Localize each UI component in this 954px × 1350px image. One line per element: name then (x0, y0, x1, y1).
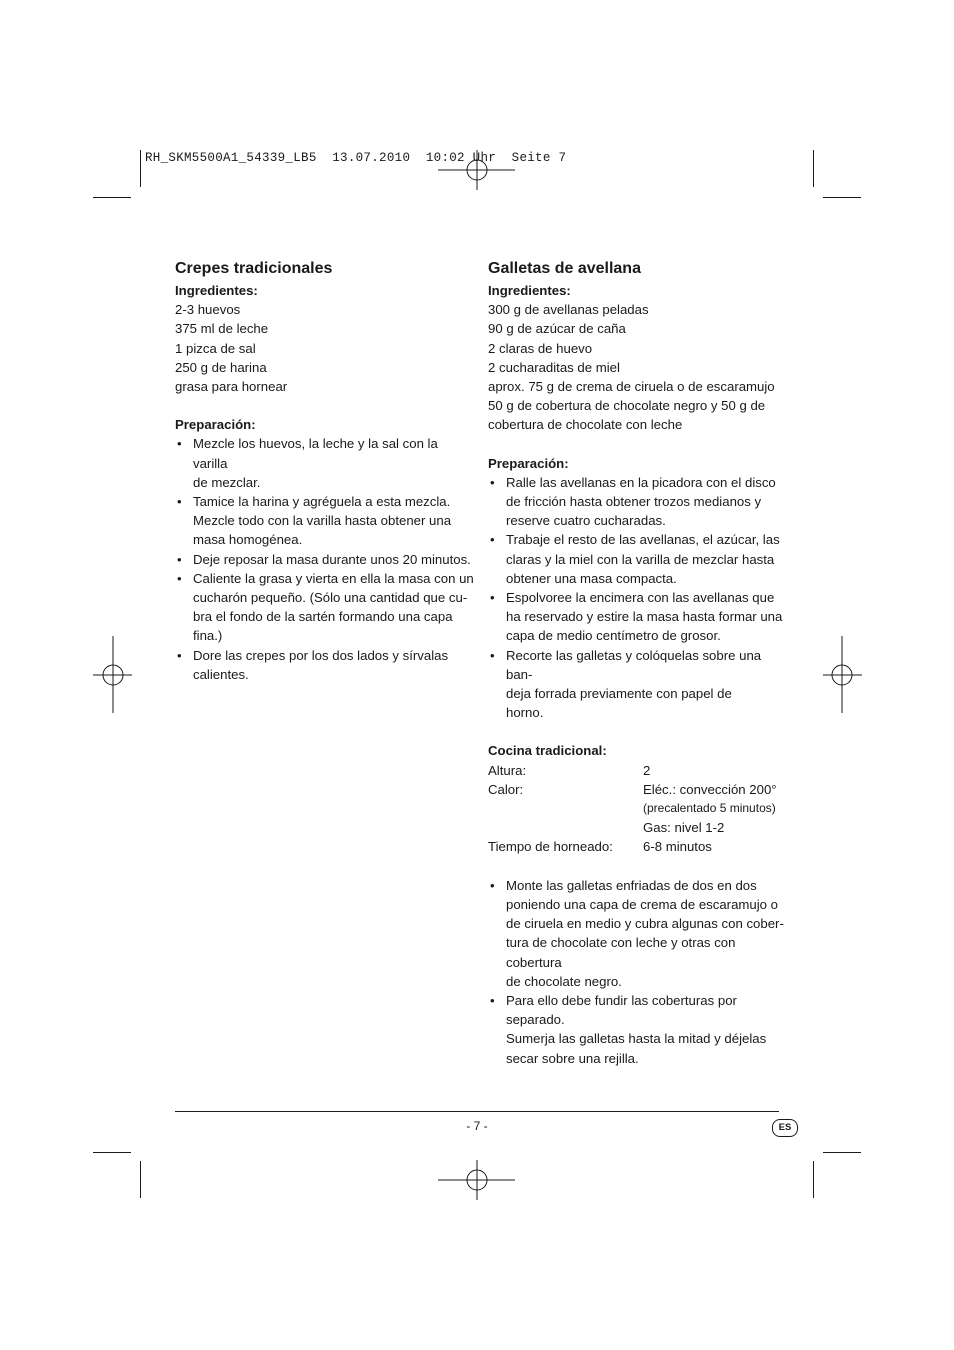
crop-mark (823, 197, 861, 198)
list-item: • Mezcle los huevos, la leche y la sal con la varilla de mezclar. (175, 434, 475, 492)
list-item: • Espolvoree la encimera con las avellanas que ha reservado y estire la masa hasta formar una capa de medio centímetro de grosor. (488, 588, 788, 646)
registration-mark-left (93, 636, 133, 714)
list-item: • Monte las galletas enfriadas de dos en dos poniendo una capa de crema de escaramujo o de ciruela en medio y cubra algunas con cober- tura de chocolate con leche y otras con cobertura de chocolate negro. (488, 876, 788, 991)
list-item: • Trabaje el resto de las avellanas, el azúcar, las claras y la miel con la varilla de mezclar hasta obtener una masa compacta. (488, 530, 788, 588)
crop-mark (813, 150, 814, 187)
language-badge: ES (772, 1119, 798, 1137)
ingredient: 2 cucharaditas de miel (488, 359, 620, 375)
crop-mark (93, 1152, 131, 1153)
crop-mark (140, 150, 141, 187)
registration-mark-right (823, 636, 863, 714)
crop-mark (93, 197, 131, 198)
crop-mark (823, 1152, 861, 1153)
list-item: • Recorte las galletas y colóquelas sobre una ban- deja forrada previamente con papel de horno. (488, 646, 788, 723)
ingredient: 90 g de azúcar de caña (488, 321, 626, 337)
ingredient: 1 pizca de sal (175, 340, 256, 356)
cooking-label: Cocina tradicional: (488, 743, 607, 759)
ingredient: cobertura de chocolate con leche (488, 417, 683, 433)
crop-mark (140, 1161, 141, 1198)
ingredient: grasa para hornear (175, 379, 288, 395)
list-item: • Deje reposar la masa durante unos 20 minutos. (175, 550, 475, 569)
final-steps-list (488, 876, 788, 1068)
ingredient: 2-3 huevos (175, 302, 241, 318)
ingredient: 375 ml de leche (175, 321, 269, 337)
registration-mark-bottom (438, 1160, 516, 1202)
recipe-title: Crepes tradicionales (175, 260, 333, 277)
ingredient: aprox. 75 g de crema de ciruela o de escaramujo (488, 379, 775, 395)
preparation-label: Preparación: (175, 417, 256, 433)
list-item: • Tamice la harina y agréguela a esta mezcla. Mezcle todo con la varilla hasta obtener una masa homogénea. (175, 492, 475, 550)
footer-divider (175, 1111, 779, 1112)
preparation-label: Preparación: (488, 455, 569, 471)
cooking-row-altura: Altura: 2 (488, 762, 651, 778)
cooking-row-calor: Calor: Eléc.: convección 200° (precalentado 5 minutos) Gas: nivel 1-2 (488, 781, 777, 836)
list-item: • Caliente la grasa y vierta en ella la masa con un cucharón pequeño. (Sólo una cantidad que cu- bra el fondo de la sartén formando una capa fina.) (175, 569, 475, 646)
ingredients-label: Ingredientes: (175, 283, 258, 298)
steps-list (175, 434, 475, 684)
crop-mark (813, 1161, 814, 1198)
recipe-title: Galletas de avellana (488, 260, 641, 277)
list-item: • Dore las crepes por los dos lados y sírvalas calientes. (175, 646, 475, 684)
list-item: • Para ello debe fundir las coberturas por separado. Sumerja las galletas hasta la mitad y déjelas secar sobre una rejilla. (488, 991, 788, 1068)
recipe-galletas (488, 259, 788, 1068)
ingredient: 2 claras de huevo (488, 340, 593, 356)
steps-list (488, 473, 788, 723)
cooking-row-tiempo: Tiempo de horneado: 6-8 minutos (488, 839, 712, 855)
ingredient: 50 g de cobertura de chocolate negro y 50 g de (488, 398, 766, 414)
registration-mark-top (438, 150, 516, 192)
ingredient: 250 g de harina (175, 359, 267, 375)
page-number: - 7 - (466, 1119, 488, 1133)
print-slug: RH_SKM5500A1_54339_LB5 13.07.2010 10:02 Uhr Seite 7 (145, 151, 567, 165)
ingredients-label: Ingredientes: (488, 283, 571, 298)
list-item: • Ralle las avellanas en la picadora con el disco de fricción hasta obtener trozos medianos y reserve cuatro cucharadas. (488, 473, 788, 531)
recipe-crepes (175, 259, 475, 684)
ingredient: 300 g de avellanas peladas (488, 302, 649, 318)
